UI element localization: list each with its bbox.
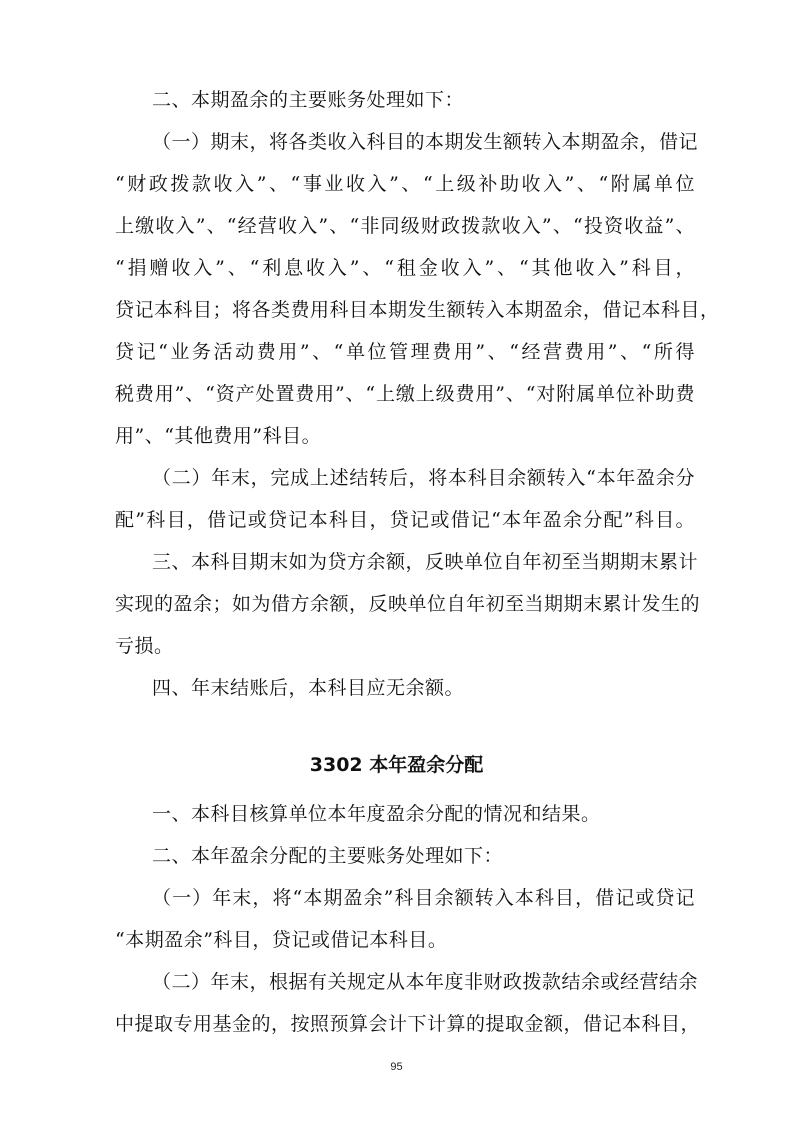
- paragraph-line: 配”科目，借记或贷记本科目，贷记或借记“本年盈余分配”科目。: [115, 509, 695, 531]
- paragraph-line: “捐赠收入”、“利息收入”、“租金收入”、“其他收入”科目，: [115, 257, 695, 279]
- paragraph-line: （一）年末，将“本期盈余”科目余额转入本科目，借记或贷记: [152, 887, 695, 909]
- paragraph-line: “财政拨款收入”、“事业收入”、“上级补助收入”、“附属单位: [115, 173, 695, 195]
- paragraph-line: 用”、“其他费用”科目。: [115, 425, 322, 447]
- paragraph-line: （二）年末，根据有关规定从本年度非财政拨款结余或经营结余: [152, 971, 699, 993]
- paragraph-line: 上缴收入”、“经营收入”、“非同级财政拨款收入”、“投资收益”、: [115, 215, 695, 237]
- paragraph-line: “本期盈余”科目，贷记或借记本科目。: [115, 929, 448, 951]
- paragraph-line: 二、本期盈余的主要账务处理如下：: [152, 89, 465, 111]
- paragraph-line: 四、年末结账后，本科目应无余额。: [152, 677, 465, 699]
- paragraph-line: 贷记“业务活动费用”、“单位管理费用”、“经营费用”、“所得: [115, 341, 695, 363]
- paragraph-line: 贷记本科目；将各类费用科目本期发生额转入本期盈余，借记本科目，: [115, 299, 720, 321]
- section-heading: 3302 本年盈余分配: [309, 754, 484, 776]
- paragraph-line: 三、本科目期末如为贷方余额，反映单位自年初至当期期末累计: [152, 551, 699, 573]
- paragraph-line: （二）年末，完成上述结转后，将本科目余额转入“本年盈余分: [152, 467, 695, 489]
- paragraph-line: 二、本年盈余分配的主要账务处理如下：: [152, 845, 504, 867]
- paragraph-line: 亏损。: [115, 635, 174, 657]
- paragraph-line: （一）期末，将各类收入科目的本期发生额转入本期盈余，借记: [152, 131, 699, 153]
- page-number: 95: [390, 1061, 403, 1073]
- paragraph-line: 一、本科目核算单位本年度盈余分配的情况和结果。: [152, 803, 601, 825]
- paragraph-line: 税费用”、“资产处置费用”、“上缴上级费用”、“对附属单位补助费: [115, 383, 695, 405]
- paragraph-line: 中提取专用基金的，按照预算会计下计算的提取金额，借记本科目，: [115, 1013, 701, 1035]
- paragraph-line: 实现的盈余；如为借方余额，反映单位自年初至当期期末累计发生的: [115, 593, 701, 615]
